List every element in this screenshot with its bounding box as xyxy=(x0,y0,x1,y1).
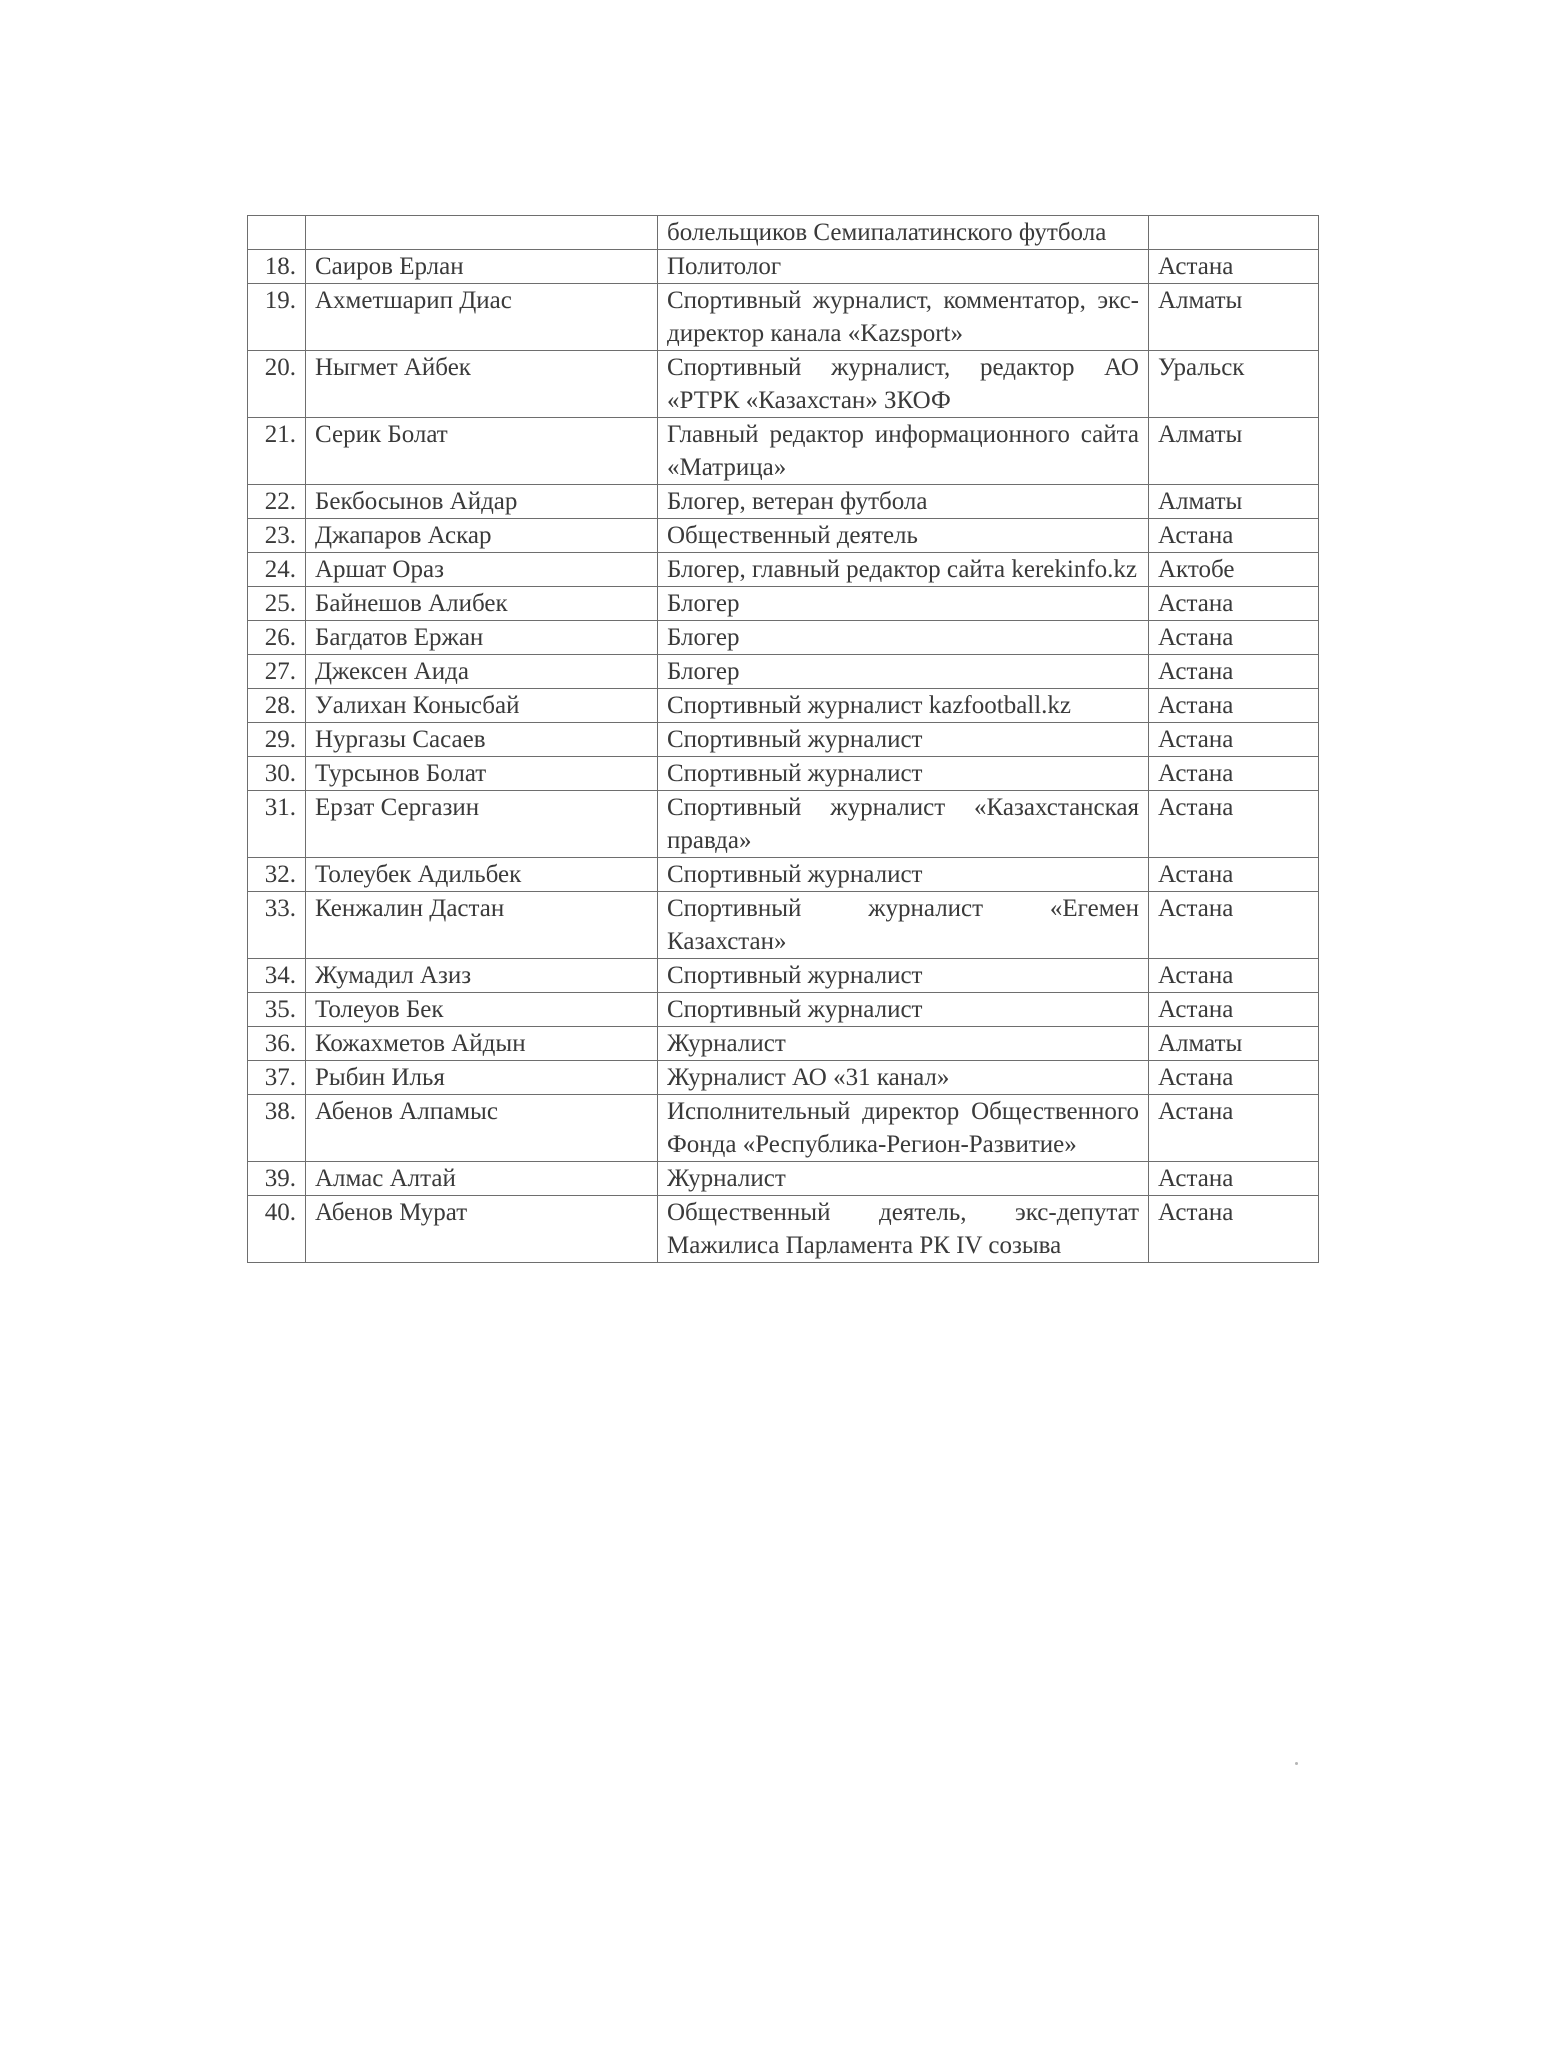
person-city: Уральск xyxy=(1149,351,1319,418)
table-row xyxy=(248,858,1319,892)
table-row xyxy=(248,791,1319,858)
row-number: 40. xyxy=(248,1196,306,1263)
person-name: Джексен Аида xyxy=(306,655,658,689)
person-city: Астана xyxy=(1149,519,1319,553)
table-row xyxy=(248,959,1319,993)
person-name: Багдатов Ержан xyxy=(306,621,658,655)
person-role: Спортивный журналист, редактор АО «РТРК «Казахстан» ЗКОФ xyxy=(658,351,1149,418)
row-number: 31. xyxy=(248,791,306,858)
table-row xyxy=(248,993,1319,1027)
person-role: Блогер xyxy=(658,587,1149,621)
row-number: 23. xyxy=(248,519,306,553)
person-city: Алматы xyxy=(1149,1027,1319,1061)
person-city: Алматы xyxy=(1149,485,1319,519)
participants-table xyxy=(247,215,1319,1263)
person-role: Спортивный журналист, комментатор, экс-директор канала «Kazsport» xyxy=(658,284,1149,351)
row-number: 28. xyxy=(248,689,306,723)
person-city: Актобе xyxy=(1149,553,1319,587)
row-number: 26. xyxy=(248,621,306,655)
table-row xyxy=(248,1027,1319,1061)
person-city: Астана xyxy=(1149,1162,1319,1196)
person-city: Астана xyxy=(1149,723,1319,757)
table-row xyxy=(248,892,1319,959)
person-role: Спортивный журналист xyxy=(658,723,1149,757)
row-number: 19. xyxy=(248,284,306,351)
table-row xyxy=(248,418,1319,485)
person-role: Блогер, главный редактор сайта kerekinfo.kz xyxy=(658,553,1149,587)
person-role: Блогер xyxy=(658,655,1149,689)
scan-speck xyxy=(1295,1762,1298,1765)
person-city: Астана xyxy=(1149,791,1319,858)
person-city: Астана xyxy=(1149,689,1319,723)
person-city: Астана xyxy=(1149,250,1319,284)
person-role: Блогер xyxy=(658,621,1149,655)
table-row xyxy=(248,723,1319,757)
person-name: Кожахметов Айдын xyxy=(306,1027,658,1061)
table-row xyxy=(248,351,1319,418)
person-name: Ерзат Сергазин xyxy=(306,791,658,858)
table-row xyxy=(248,284,1319,351)
person-name: Серик Болат xyxy=(306,418,658,485)
person-name: Аршат Ораз xyxy=(306,553,658,587)
person-name: Жумадил Азиз xyxy=(306,959,658,993)
row-number: 38. xyxy=(248,1095,306,1162)
person-role: Журналист xyxy=(658,1027,1149,1061)
person-city: Алматы xyxy=(1149,418,1319,485)
row-number: 35. xyxy=(248,993,306,1027)
person-role: Спортивный журналист xyxy=(658,858,1149,892)
person-city: Астана xyxy=(1149,655,1319,689)
person-role: Спортивный журналист xyxy=(658,959,1149,993)
row-number: 21. xyxy=(248,418,306,485)
row-number: 37. xyxy=(248,1061,306,1095)
person-name xyxy=(306,216,658,250)
person-role: Спортивный журналист xyxy=(658,993,1149,1027)
table-row xyxy=(248,1162,1319,1196)
row-number: 30. xyxy=(248,757,306,791)
row-number: 22. xyxy=(248,485,306,519)
person-city: Астана xyxy=(1149,892,1319,959)
table-row xyxy=(248,1196,1319,1263)
person-city: Астана xyxy=(1149,993,1319,1027)
person-role: Политолог xyxy=(658,250,1149,284)
person-role: Блогер, ветеран футбола xyxy=(658,485,1149,519)
person-name: Байнешов Алибек xyxy=(306,587,658,621)
person-name: Рыбин Илья xyxy=(306,1061,658,1095)
table-row xyxy=(248,485,1319,519)
person-role: болельщиков Семипалатинского футбола xyxy=(658,216,1149,250)
row-number xyxy=(248,216,306,250)
person-city: Астана xyxy=(1149,858,1319,892)
row-number: 33. xyxy=(248,892,306,959)
table-row xyxy=(248,1095,1319,1162)
person-role: Журналист xyxy=(658,1162,1149,1196)
person-role: Журналист АО «31 канал» xyxy=(658,1061,1149,1095)
person-name: Толеуов Бек xyxy=(306,993,658,1027)
person-city: Астана xyxy=(1149,621,1319,655)
person-city: Астана xyxy=(1149,1061,1319,1095)
table-row xyxy=(248,553,1319,587)
person-name: Джапаров Аскар xyxy=(306,519,658,553)
table-row xyxy=(248,655,1319,689)
participants-table-body xyxy=(248,216,1319,1263)
table-row xyxy=(248,587,1319,621)
person-role: Спортивный журналист xyxy=(658,757,1149,791)
person-name: Бекбосынов Айдар xyxy=(306,485,658,519)
person-city xyxy=(1149,216,1319,250)
person-role: Общественный деятель, экс-депутат Мажилиса Парламента РК IV созыва xyxy=(658,1196,1149,1263)
person-role: Спортивный журналист «Егемен Казахстан» xyxy=(658,892,1149,959)
table-row xyxy=(248,216,1319,250)
row-number: 27. xyxy=(248,655,306,689)
person-name: Турсынов Болат xyxy=(306,757,658,791)
row-number: 20. xyxy=(248,351,306,418)
row-number: 25. xyxy=(248,587,306,621)
table-row xyxy=(248,250,1319,284)
row-number: 24. xyxy=(248,553,306,587)
row-number: 29. xyxy=(248,723,306,757)
table-row xyxy=(248,519,1319,553)
person-role: Исполнительный директор Общественного Фонда «Республика-Регион-Развитие» xyxy=(658,1095,1149,1162)
person-city: Астана xyxy=(1149,1095,1319,1162)
table-row xyxy=(248,689,1319,723)
person-name: Абенов Алпамыс xyxy=(306,1095,658,1162)
person-name: Абенов Мурат xyxy=(306,1196,658,1263)
table-row xyxy=(248,757,1319,791)
table-row xyxy=(248,1061,1319,1095)
person-city: Астана xyxy=(1149,1196,1319,1263)
person-name: Толеубек Адильбек xyxy=(306,858,658,892)
row-number: 39. xyxy=(248,1162,306,1196)
person-role: Спортивный журналист «Казахстанская правда» xyxy=(658,791,1149,858)
person-city: Астана xyxy=(1149,757,1319,791)
person-name: Саиров Ерлан xyxy=(306,250,658,284)
person-name: Ахметшарип Диас xyxy=(306,284,658,351)
row-number: 32. xyxy=(248,858,306,892)
row-number: 36. xyxy=(248,1027,306,1061)
row-number: 18. xyxy=(248,250,306,284)
person-city: Астана xyxy=(1149,959,1319,993)
person-role: Общественный деятель xyxy=(658,519,1149,553)
person-role: Главный редактор информационного сайта «Матрица» xyxy=(658,418,1149,485)
person-name: Уалихан Конысбай xyxy=(306,689,658,723)
row-number: 34. xyxy=(248,959,306,993)
person-name: Кенжалин Дастан xyxy=(306,892,658,959)
person-name: Алмас Алтай xyxy=(306,1162,658,1196)
person-name: Ныгмет Айбек xyxy=(306,351,658,418)
person-name: Нургазы Сасаев xyxy=(306,723,658,757)
person-role: Спортивный журналист kazfootball.kz xyxy=(658,689,1149,723)
person-city: Алматы xyxy=(1149,284,1319,351)
table-row xyxy=(248,621,1319,655)
person-city: Астана xyxy=(1149,587,1319,621)
